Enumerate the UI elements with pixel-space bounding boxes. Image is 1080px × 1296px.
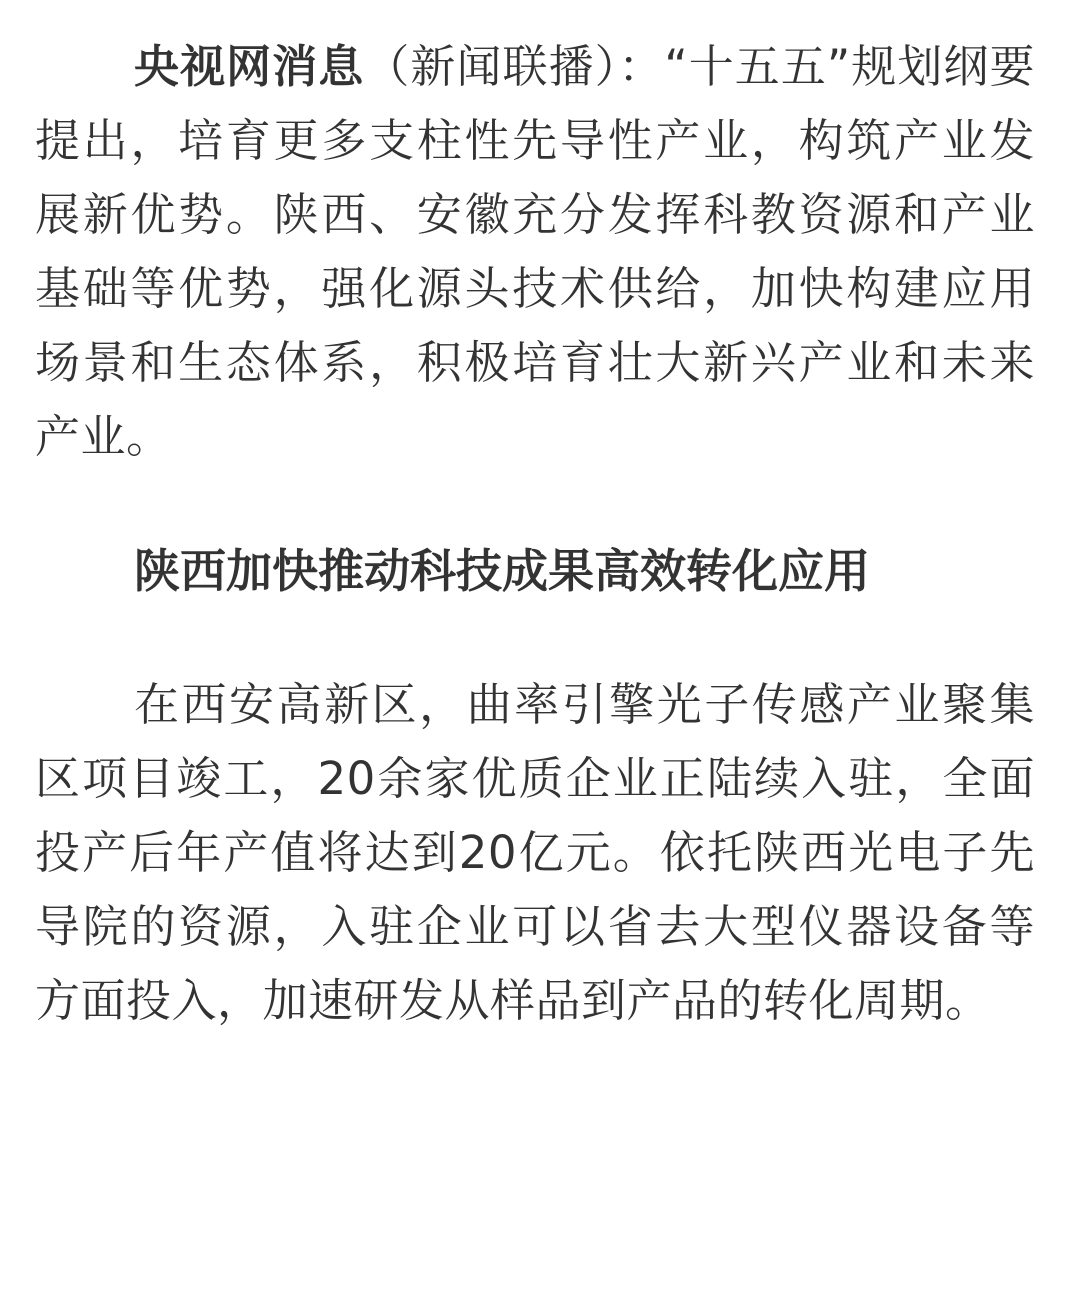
article-body [35,30,1035,1038]
section-paragraph: 在西安高新区，曲率引擎光子传感产业聚集区项目竣工，20余家优质企业正陆续入驻，全面投产后年产值将达到20亿元。依托陕西光电子先导院的资源，入驻企业可以省去大型仪器设备等方面投入，加速研发从样品到产品的转化周期。 [35,678,1035,1027]
section-heading: 陕西加快推动科技成果高效转化应用 [134,544,870,598]
source-lead: 央视网消息 [134,40,365,93]
intro-paragraph-text: （新闻联播）：“十五五”规划纲要提出，培育更多支柱性先导性产业，构筑产业发展新优势。陕西、安徽充分发挥科教资源和产业基础等优势，强化源头技术供给，加快构建应用场景和生态体系，积极培育壮大新兴产业和未来产业。 [35,40,1035,463]
intro-paragraph [35,30,1035,474]
